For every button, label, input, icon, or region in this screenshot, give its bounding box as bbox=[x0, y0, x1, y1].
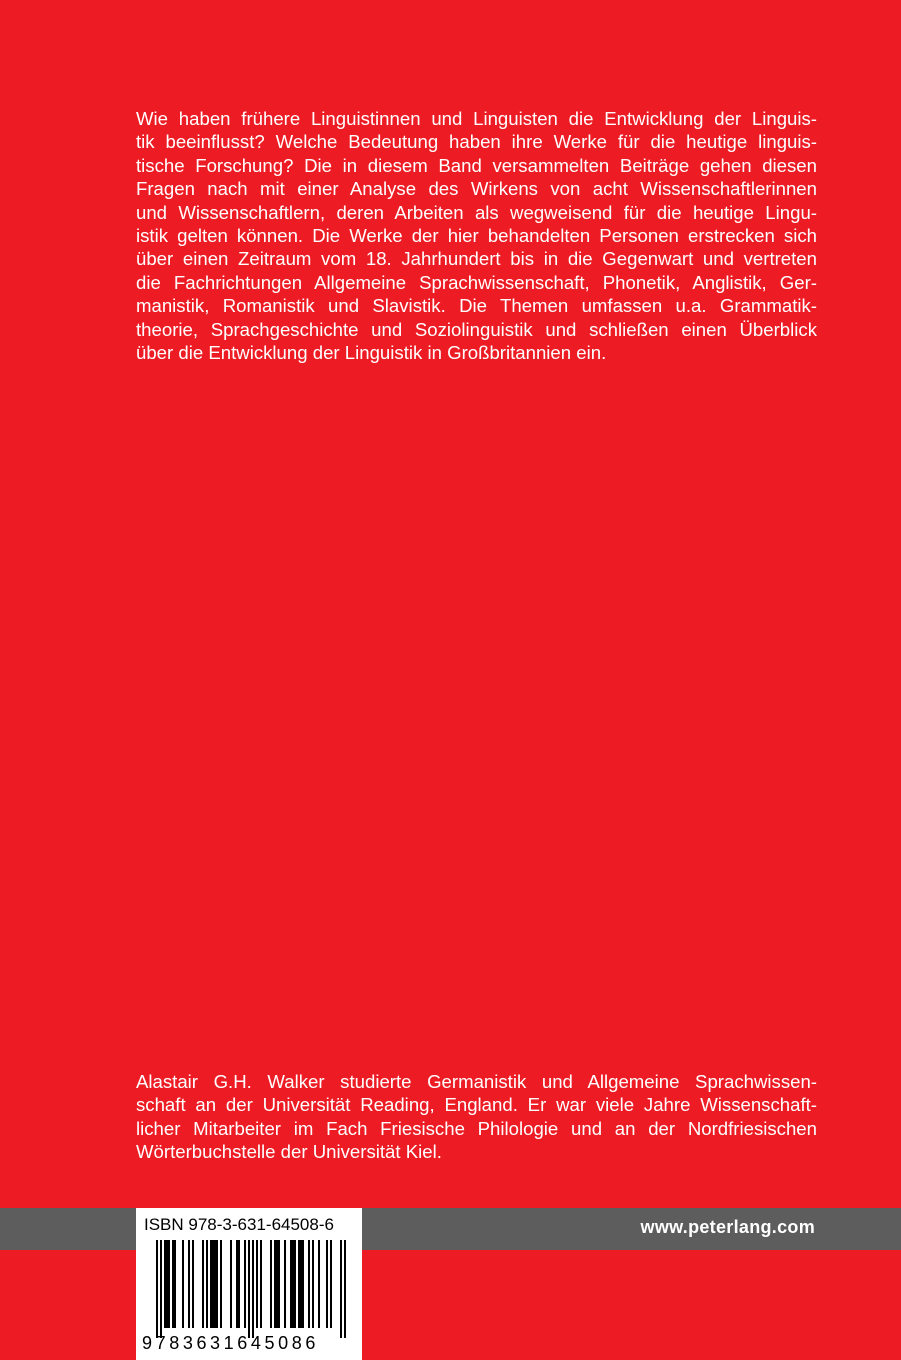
barcode-bar bbox=[284, 1240, 286, 1328]
barcode-bar bbox=[290, 1240, 292, 1328]
barcode-bar bbox=[344, 1240, 346, 1338]
barcode-bar bbox=[252, 1240, 254, 1338]
author-bio-line: licher Mitarbeiter im Fach Friesische Philologie und an der Nordfriesischen bbox=[136, 1117, 817, 1139]
barcode-bar bbox=[216, 1240, 218, 1328]
author-bio-line: Wörterbuchstelle der Universität Kiel. bbox=[136, 1141, 442, 1163]
barcode-bar bbox=[210, 1240, 212, 1328]
barcode-bar bbox=[298, 1240, 300, 1328]
blurb-line: Wie haben frühere Linguistinnen und Linguisten die Entwicklung der Linguis- bbox=[136, 108, 817, 129]
publisher-website[interactable]: www.peterlang.com bbox=[640, 1217, 815, 1237]
barcode-bar bbox=[300, 1240, 302, 1328]
blurb-line: Fragen nach mit einer Analyse des Wirkens von acht Wissenschaftlerinnen bbox=[136, 178, 817, 200]
barcode-bar bbox=[192, 1240, 194, 1328]
barcode-bar bbox=[318, 1240, 320, 1328]
barcode-bar bbox=[278, 1240, 280, 1328]
barcode-bar bbox=[330, 1240, 332, 1328]
isbn-label: ISBN 978-3-631-64508-6 bbox=[144, 1215, 334, 1234]
blurb-line: über einen Zeitraum vom 18. Jahrhundert bis in die Gegenwart und vertreten bbox=[136, 248, 817, 270]
blurb-line: theorie, Sprachgeschichte und Soziolinguistik und schließen einen Überblick bbox=[136, 318, 817, 340]
barcode-bar bbox=[164, 1240, 166, 1328]
barcode-panel bbox=[136, 1208, 362, 1360]
barcode-bar bbox=[206, 1240, 208, 1328]
barcode-bar bbox=[276, 1240, 278, 1328]
barcode-bar bbox=[212, 1240, 214, 1328]
blurb-line: und Wissenschaftlern, deren Arbeiten als wegweisend für die heutige Lingu- bbox=[136, 201, 817, 223]
barcode-bar bbox=[182, 1240, 184, 1328]
barcode-bar bbox=[236, 1240, 238, 1328]
barcode-bar bbox=[188, 1240, 190, 1328]
barcode-bar bbox=[270, 1240, 272, 1328]
barcode-bar bbox=[174, 1240, 176, 1328]
barcode-bar bbox=[340, 1240, 342, 1338]
barcode-bar bbox=[312, 1240, 314, 1328]
barcode-bar bbox=[220, 1240, 222, 1328]
barcode-bar bbox=[248, 1240, 250, 1338]
barcode-bar bbox=[156, 1240, 158, 1338]
barcode-bar bbox=[256, 1240, 258, 1328]
ean-digits: 9783631645086 bbox=[142, 1333, 319, 1353]
barcode-bar bbox=[244, 1240, 246, 1328]
barcode-bar bbox=[230, 1240, 232, 1328]
barcode-bar bbox=[238, 1240, 240, 1328]
barcode-bar bbox=[294, 1240, 296, 1328]
barcode-bar bbox=[260, 1240, 262, 1328]
barcode-bar bbox=[292, 1240, 294, 1328]
barcode-bar bbox=[166, 1240, 168, 1328]
author-bio-line: schaft an der Universität Reading, England. Er war viele Jahre Wissenschaft- bbox=[136, 1094, 817, 1116]
barcode-bar bbox=[302, 1240, 304, 1328]
book-blurb bbox=[136, 107, 817, 364]
barcode-bar bbox=[214, 1240, 216, 1328]
barcode-bar bbox=[308, 1240, 310, 1328]
barcode-bar bbox=[274, 1240, 276, 1328]
barcode-bar bbox=[326, 1240, 328, 1328]
barcode-bar bbox=[202, 1240, 204, 1328]
blurb-line: istik gelten können. Die Werke der hier behandelten Personen erstrecken sich bbox=[136, 225, 817, 247]
blurb-line: tische Forschung? Die in diesem Band versammelten Beiträge gehen diesen bbox=[136, 154, 817, 176]
barcode-bar bbox=[168, 1240, 170, 1328]
blurb-line: tik beeinflusst? Welche Bedeutung haben ihre Werke für die heutige linguis- bbox=[136, 131, 817, 153]
blurb-line: die Fachrichtungen Allgemeine Sprachwissenschaft, Phonetik, Anglistik, Ger- bbox=[136, 271, 817, 293]
author-bio-line: Alastair G.H. Walker studierte Germanistik und Allgemeine Sprachwissen- bbox=[136, 1071, 817, 1092]
author-bio bbox=[136, 1070, 817, 1164]
blurb-line: über die Entwicklung der Linguistik in Großbritannien ein. bbox=[136, 342, 607, 364]
blurb-line: manistik, Romanistik und Slavistik. Die Themen umfassen u.a. Grammatik- bbox=[136, 295, 817, 317]
barcode-bar bbox=[160, 1240, 162, 1338]
barcode-bar bbox=[172, 1240, 174, 1328]
